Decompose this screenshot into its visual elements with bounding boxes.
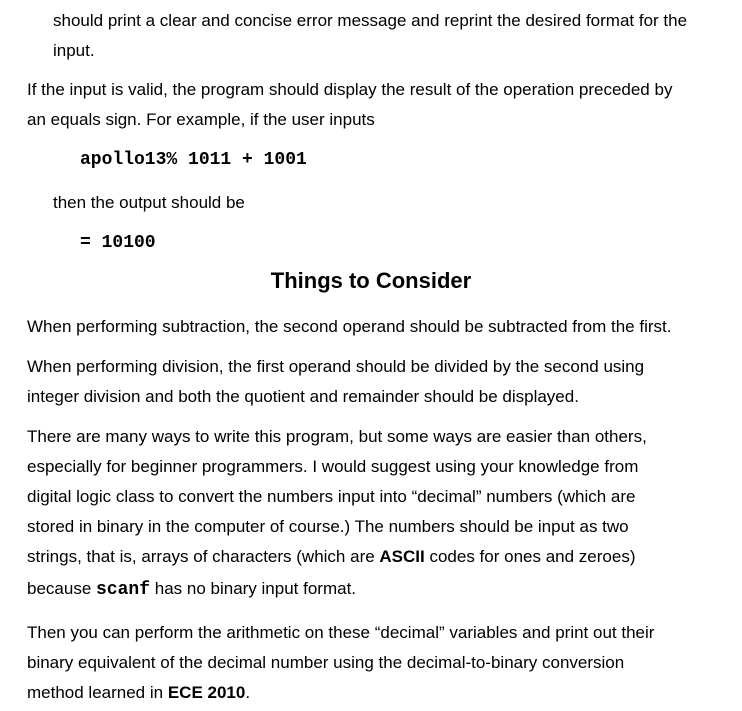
ascii-bold-term: ASCII (379, 547, 425, 566)
top-continuation-line-2: input. (53, 41, 95, 60)
ways-line-1: There are many ways to write this program, but some ways are easier than others, (27, 427, 647, 446)
ways-line-4: stored in binary in the computer of course.) The numbers should be input as two (27, 517, 629, 536)
arithmetic-line-2: binary equivalent of the decimal number using the decimal-to-binary conversion (27, 653, 625, 672)
arithmetic-line-3 (27, 678, 742, 708)
scanf-code-term: scanf (96, 580, 151, 600)
valid-input-line-2: an equals sign. For example, if the user inputs (27, 110, 375, 129)
arithmetic-line-3-start: method learned in (27, 683, 168, 702)
arithmetic-line-1: Then you can perform the arithmetic on these “decimal” variables and print out their (27, 623, 655, 642)
arithmetic-paragraph (27, 618, 742, 708)
valid-input-paragraph (27, 75, 742, 135)
ways-line-5-start: strings, that is, arrays of characters (which are (27, 547, 380, 566)
ece-course-bold: ECE 2010 (167, 683, 246, 702)
division-line-1: When performing division, the first operand should be divided by the second using (27, 357, 645, 376)
ways-line-6-end: has no binary input format. (150, 579, 357, 598)
subtraction-line-1: When performing subtraction, the second operand should be subtracted from the first. (27, 317, 672, 336)
top-continuation-line-1: should print a clear and concise error message and reprint the desired format for the (53, 11, 688, 30)
ways-line-6 (27, 572, 742, 607)
ways-paragraph (27, 422, 742, 607)
ways-line-5-end: codes for ones and zeroes) (424, 547, 636, 566)
ways-line-2: especially for beginner programmers. I would suggest using your knowledge from (27, 457, 639, 476)
division-paragraph (27, 352, 742, 412)
then-output-text: then the output should be (53, 193, 245, 212)
valid-input-line-1: If the input is valid, the program should display the result of the operation preceded by (27, 80, 673, 99)
ways-line-3: digital logic class to convert the numbers input into “decimal” numbers (which are (27, 487, 636, 506)
section-heading: Things to Consider (270, 268, 472, 293)
subtraction-paragraph (27, 312, 742, 342)
example-output-code: = 10100 (80, 233, 156, 253)
ways-line-5 (27, 542, 742, 572)
division-line-2: integer division and both the quotient and remainder should be displayed. (27, 387, 579, 406)
example-input-code: apollo13% 1011 + 1001 (80, 150, 307, 170)
ways-line-6-start: because (27, 579, 96, 598)
arithmetic-line-3-end: . (245, 683, 251, 702)
